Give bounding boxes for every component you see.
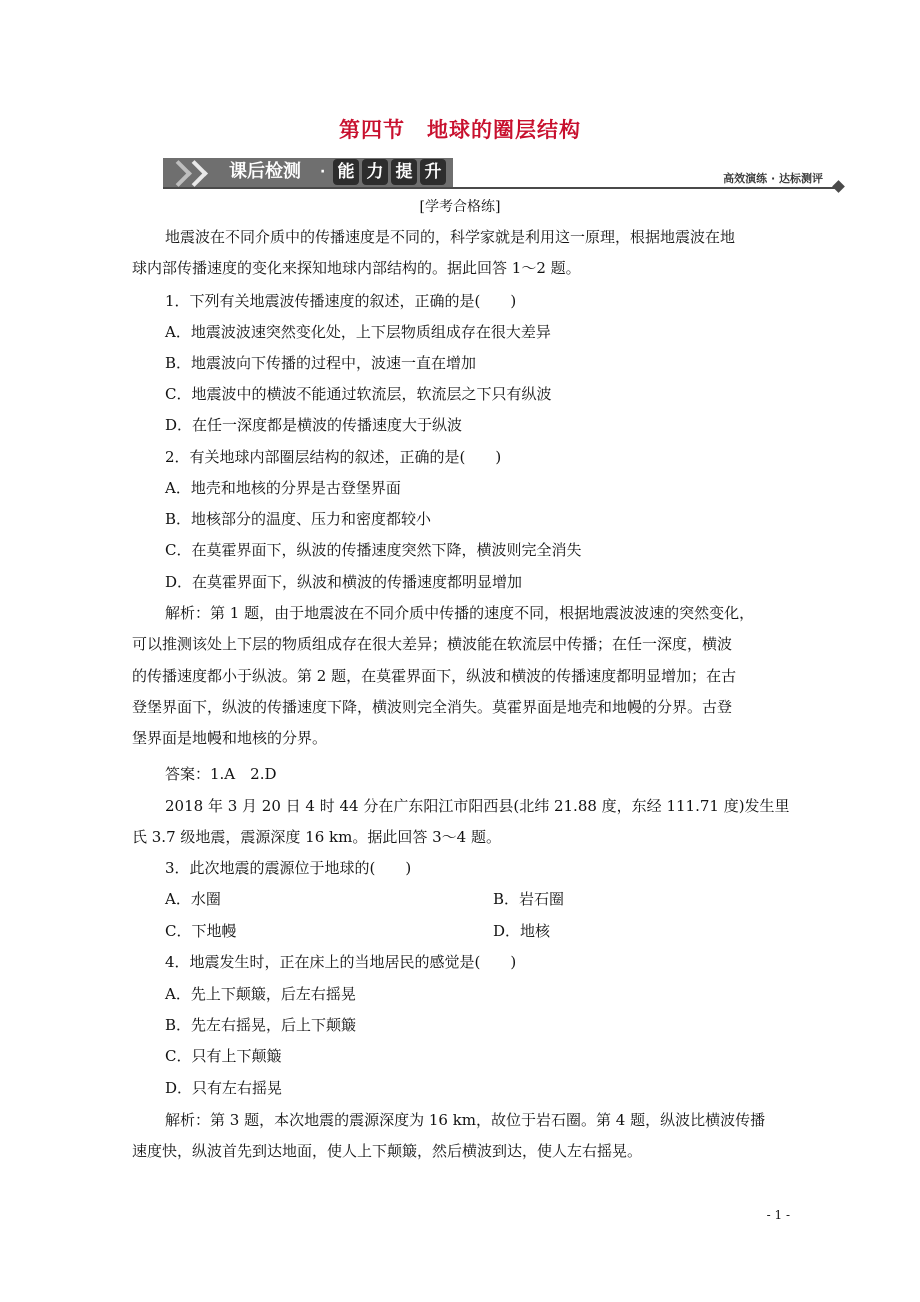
question-stem: 4．地震发生时，正在床上的当地居民的感觉是( ) bbox=[165, 953, 517, 971]
banner-panel bbox=[163, 158, 453, 187]
banner-dot: · bbox=[320, 164, 326, 180]
option: B．地核部分的温度、压力和密度都较小 bbox=[165, 510, 432, 528]
question-stem: 3．此次地震的震源位于地球的( ) bbox=[165, 859, 412, 877]
option: D．地核 bbox=[493, 922, 551, 940]
option: A．地壳和地核的分界是古登堡界面 bbox=[165, 479, 401, 497]
section-label: [学考合格练] bbox=[419, 199, 501, 215]
page-title bbox=[0, 114, 920, 144]
option: B．岩石圈 bbox=[493, 890, 565, 908]
option: A．先上下颠簸，后左右摇晃 bbox=[165, 985, 356, 1003]
double-chevron-icon bbox=[169, 162, 225, 184]
intro-line: 地震波在不同介质中的传播速度是不同的，科学家就是利用这一原理，根据地震波在地 bbox=[165, 228, 736, 246]
analysis-line: 的传播速度都小于纵波。第 2 题，在莫霍界面下，纵波和横波的传播速度都明显增加；在古 bbox=[132, 667, 737, 685]
option: D．在莫霍界面下，纵波和横波的传播速度都明显增加 bbox=[165, 573, 523, 591]
analysis-line: 堡界面是地幔和地核的分界。 bbox=[132, 729, 328, 747]
banner-chars bbox=[333, 159, 449, 185]
option: A．水圈 bbox=[165, 890, 221, 908]
analysis-line: 解析：第 3 题，本次地震的震源深度为 16 km，故位于岩石圈。第 4 题，纵波比横波传播 bbox=[165, 1111, 766, 1129]
banner bbox=[163, 158, 843, 192]
option: C．只有上下颠簸 bbox=[165, 1047, 282, 1065]
intro-line: 氏 3.7 级地震，震源深度 16 km。据此回答 3～4 题。 bbox=[132, 828, 501, 846]
analysis-line: 解析：第 1 题，由于地震波在不同介质中传播的速度不同，根据地震波波速的突然变化， bbox=[165, 604, 755, 622]
question-stem: 2．有关地球内部圈层结构的叙述，正确的是( ) bbox=[165, 448, 502, 466]
intro-line: 2018 年 3 月 20 日 4 时 44 分在广东阳江市阳西县(北纬 21.88 度，东经 111.71 度)发生里 bbox=[165, 797, 790, 815]
option: B．先左右摇晃，后上下颠簸 bbox=[165, 1016, 357, 1034]
option: C．地震波中的横波不能通过软流层，软流层之下只有纵波 bbox=[165, 385, 552, 403]
banner-label: 课后检测 bbox=[229, 161, 301, 182]
analysis-line: 可以推测该处上下层的物质组成存在很大差异；横波能在软流层中传播；在任一深度，横波 bbox=[132, 635, 733, 653]
page-number: - 1 - bbox=[766, 1208, 790, 1222]
intro-line: 球内部传播速度的变化来探知地球内部结构的。据此回答 1～2 题。 bbox=[132, 259, 581, 277]
analysis-line: 登堡界面下，纵波的传播速度下降，横波则完全消失。莫霍界面是地壳和地幔的分界。古登 bbox=[132, 698, 733, 716]
option: C．下地幔 bbox=[165, 922, 237, 940]
banner-char: 提 bbox=[391, 159, 417, 185]
option: C．在莫霍界面下，纵波的传播速度突然下降，横波则完全消失 bbox=[165, 541, 582, 559]
answer: 答案：1.A 2.D bbox=[165, 765, 277, 783]
option: D．只有左右摇晃 bbox=[165, 1079, 283, 1097]
option: B．地震波向下传播的过程中，波速一直在增加 bbox=[165, 354, 477, 372]
banner-char: 力 bbox=[362, 159, 388, 185]
section-number: 第四节 bbox=[339, 118, 405, 142]
banner-subtitle: 高效演练 · 达标测评 bbox=[723, 172, 823, 185]
option: A．地震波波速突然变化处，上下层物质组成存在很大差异 bbox=[165, 323, 551, 341]
analysis-line: 速度快，纵波首先到达地面，使人上下颠簸，然后横波到达，使人左右摇晃。 bbox=[132, 1142, 643, 1160]
banner-rule bbox=[163, 187, 835, 189]
question-stem: 1．下列有关地震波传播速度的叙述，正确的是( ) bbox=[165, 292, 517, 310]
section-name: 地球的圈层结构 bbox=[427, 118, 581, 142]
banner-char: 能 bbox=[333, 159, 359, 185]
diamond-icon bbox=[832, 180, 845, 193]
option: D．在任一深度都是横波的传播速度大于纵波 bbox=[165, 416, 463, 434]
banner-char: 升 bbox=[420, 159, 446, 185]
